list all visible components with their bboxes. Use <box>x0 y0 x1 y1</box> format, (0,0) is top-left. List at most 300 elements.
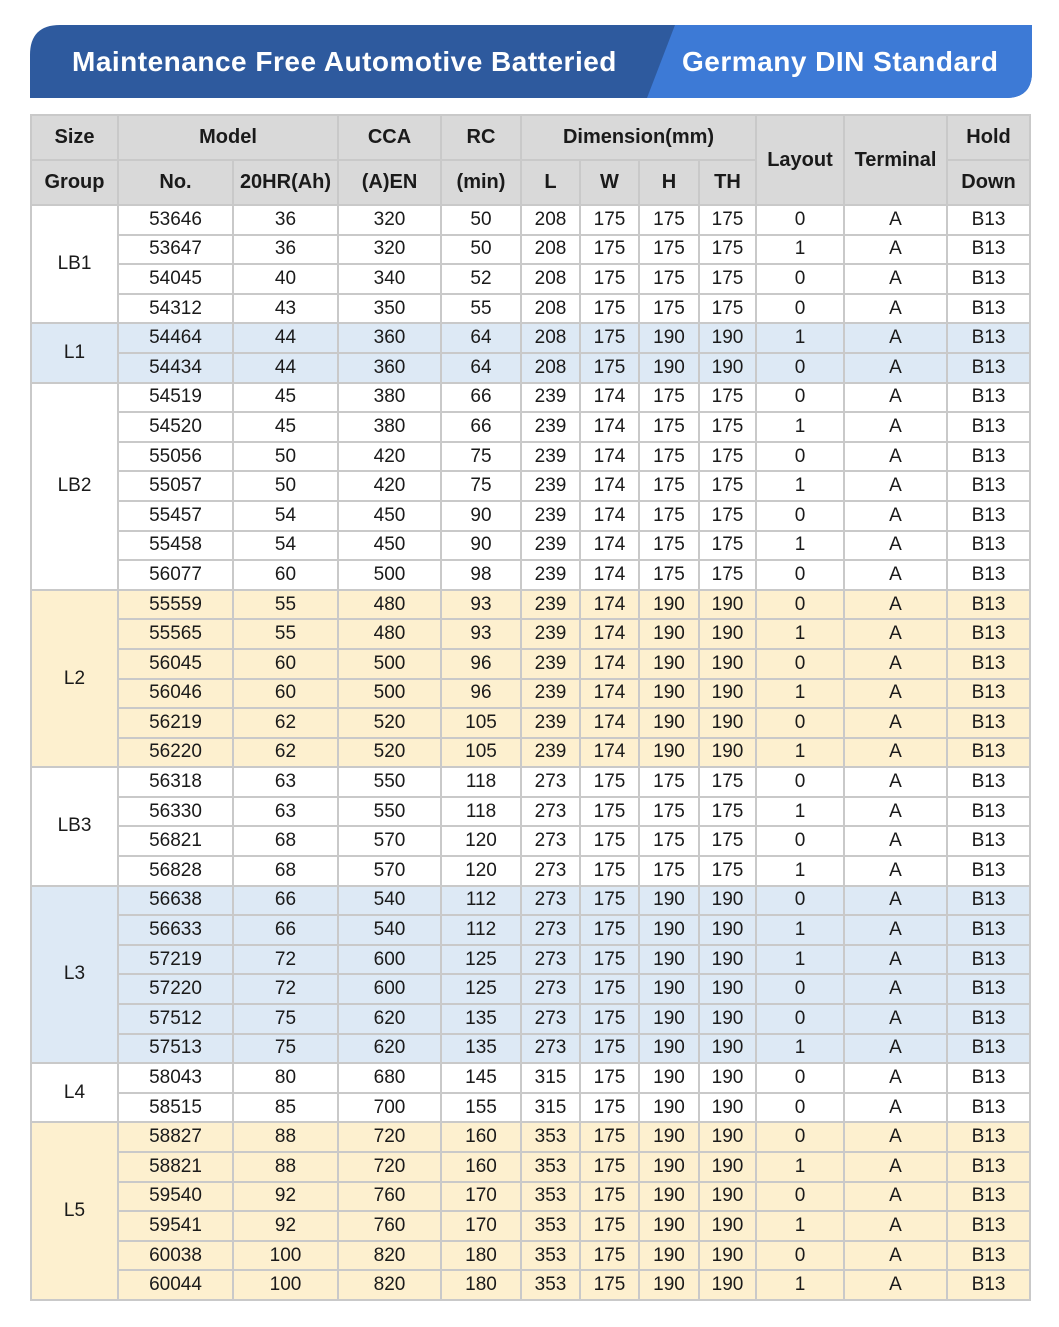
length-cell: 208 <box>521 353 580 383</box>
table-row <box>31 353 1030 383</box>
cca-cell: 600 <box>338 974 441 1004</box>
capacity-cell: 75 <box>233 1004 338 1034</box>
hold-down-cell: B13 <box>947 856 1030 886</box>
rc-cell: 50 <box>441 205 521 235</box>
capacity-cell: 55 <box>233 590 338 620</box>
terminal-cell: A <box>844 797 947 827</box>
total-height-cell: 190 <box>699 1152 756 1182</box>
length-cell: 239 <box>521 501 580 531</box>
table-row <box>31 886 1030 916</box>
table-row <box>31 915 1030 945</box>
banner-right-title: Germany DIN Standard <box>682 46 999 77</box>
hold-down-cell: B13 <box>947 1182 1030 1212</box>
total-height-cell: 190 <box>699 1270 756 1300</box>
layout-cell: 1 <box>756 915 844 945</box>
height-cell: 190 <box>639 679 699 709</box>
width-cell: 174 <box>580 471 639 501</box>
capacity-cell: 44 <box>233 323 338 353</box>
total-height-cell: 190 <box>699 679 756 709</box>
rc-cell: 55 <box>441 294 521 324</box>
terminal-cell: A <box>844 471 947 501</box>
rc-cell: 90 <box>441 531 521 561</box>
capacity-cell: 60 <box>233 560 338 590</box>
terminal-cell: A <box>844 1122 947 1152</box>
rc-cell: 180 <box>441 1241 521 1271</box>
layout-cell: 0 <box>756 560 844 590</box>
capacity-cell: 85 <box>233 1093 338 1123</box>
width-cell: 175 <box>580 1122 639 1152</box>
length-cell: 273 <box>521 1004 580 1034</box>
table-row <box>31 797 1030 827</box>
rc-cell: 52 <box>441 264 521 294</box>
model-no-cell: 56330 <box>118 797 233 827</box>
rc-cell: 96 <box>441 649 521 679</box>
width-cell: 175 <box>580 235 639 265</box>
hold-down-cell: B13 <box>947 264 1030 294</box>
total-height-cell: 190 <box>699 708 756 738</box>
rc-cell: 64 <box>441 353 521 383</box>
height-cell: 175 <box>639 560 699 590</box>
layout-cell: 0 <box>756 383 844 413</box>
model-no-cell: 54434 <box>118 353 233 383</box>
capacity-cell: 68 <box>233 826 338 856</box>
total-height-cell: 175 <box>699 531 756 561</box>
capacity-cell: 66 <box>233 886 338 916</box>
hold-down-cell: B13 <box>947 294 1030 324</box>
capacity-cell: 40 <box>233 264 338 294</box>
terminal-cell: A <box>844 353 947 383</box>
hold-down-cell: B13 <box>947 560 1030 590</box>
cca-cell: 760 <box>338 1182 441 1212</box>
width-cell: 175 <box>580 1152 639 1182</box>
layout-header: Layout <box>756 115 844 205</box>
width-cell: 175 <box>580 886 639 916</box>
width-cell: 174 <box>580 560 639 590</box>
table-row <box>31 560 1030 590</box>
layout-cell: 1 <box>756 235 844 265</box>
cca-cell: 620 <box>338 1034 441 1064</box>
layout-cell: 1 <box>756 531 844 561</box>
rc-cell: 105 <box>441 738 521 768</box>
layout-cell: 0 <box>756 1063 844 1093</box>
hold-down-cell: B13 <box>947 353 1030 383</box>
length-cell: 315 <box>521 1063 580 1093</box>
height-cell: 175 <box>639 442 699 472</box>
length-cell: 239 <box>521 619 580 649</box>
rc-cell: 125 <box>441 945 521 975</box>
width-cell: 174 <box>580 679 639 709</box>
hold-down-cell: B13 <box>947 1241 1030 1271</box>
height-cell: 190 <box>639 353 699 383</box>
cca-cell: 520 <box>338 708 441 738</box>
width-cell: 175 <box>580 205 639 235</box>
capacity-cell: 92 <box>233 1182 338 1212</box>
layout-cell: 0 <box>756 886 844 916</box>
total-height-cell: 190 <box>699 945 756 975</box>
table-row <box>31 1211 1030 1241</box>
layout-cell: 0 <box>756 205 844 235</box>
height-cell: 190 <box>639 974 699 1004</box>
total-height-cell: 190 <box>699 1211 756 1241</box>
layout-cell: 1 <box>756 679 844 709</box>
terminal-cell: A <box>844 1152 947 1182</box>
total-height-cell: 190 <box>699 619 756 649</box>
hold-header: Hold <box>947 115 1030 160</box>
capacity-cell: 72 <box>233 945 338 975</box>
cca-cell: 350 <box>338 294 441 324</box>
table-row <box>31 1063 1030 1093</box>
hold-down-cell: B13 <box>947 1122 1030 1152</box>
size-group-cell: LB2 <box>31 383 118 590</box>
width-cell: 175 <box>580 767 639 797</box>
battery-spec-table <box>30 114 1031 1301</box>
layout-cell: 1 <box>756 1152 844 1182</box>
model-no-cell: 55056 <box>118 442 233 472</box>
width-cell: 175 <box>580 945 639 975</box>
capacity-cell: 75 <box>233 1034 338 1064</box>
rc-cell: 125 <box>441 974 521 1004</box>
layout-cell: 0 <box>756 974 844 1004</box>
table-body <box>31 205 1030 1300</box>
table-row <box>31 856 1030 886</box>
length-cell: 273 <box>521 826 580 856</box>
layout-cell: 1 <box>756 1270 844 1300</box>
width-cell: 174 <box>580 649 639 679</box>
model-no-cell: 55458 <box>118 531 233 561</box>
terminal-cell: A <box>844 442 947 472</box>
length-cell: 353 <box>521 1182 580 1212</box>
capacity-cell: 72 <box>233 974 338 1004</box>
total-height-cell: 190 <box>699 886 756 916</box>
model-no-cell: 54464 <box>118 323 233 353</box>
layout-cell: 0 <box>756 442 844 472</box>
height-cell: 175 <box>639 205 699 235</box>
hold-down-cell: B13 <box>947 383 1030 413</box>
cca-cell: 500 <box>338 560 441 590</box>
layout-cell: 1 <box>756 797 844 827</box>
table-row <box>31 323 1030 353</box>
total-height-cell: 190 <box>699 915 756 945</box>
rc-cell: 170 <box>441 1211 521 1241</box>
height-header: H <box>639 160 699 205</box>
model-no-cell: 58827 <box>118 1122 233 1152</box>
layout-cell: 1 <box>756 945 844 975</box>
length-cell: 239 <box>521 560 580 590</box>
width-cell: 175 <box>580 1182 639 1212</box>
capacity-cell: 50 <box>233 471 338 501</box>
terminal-cell: A <box>844 264 947 294</box>
height-cell: 175 <box>639 856 699 886</box>
total-height-cell: 190 <box>699 1122 756 1152</box>
rc-cell: 66 <box>441 383 521 413</box>
hold-down-cell: B13 <box>947 471 1030 501</box>
total-height-cell: 190 <box>699 1034 756 1064</box>
model-no-cell: 56220 <box>118 738 233 768</box>
table-row <box>31 1004 1030 1034</box>
table-row <box>31 649 1030 679</box>
height-cell: 175 <box>639 471 699 501</box>
terminal-cell: A <box>844 383 947 413</box>
length-cell: 239 <box>521 708 580 738</box>
table-row <box>31 826 1030 856</box>
terminal-cell: A <box>844 1270 947 1300</box>
model-no-cell: 57219 <box>118 945 233 975</box>
hold-down-cell: B13 <box>947 590 1030 620</box>
length-cell: 239 <box>521 738 580 768</box>
rc-cell: 160 <box>441 1152 521 1182</box>
table-row <box>31 679 1030 709</box>
hold-down-cell: B13 <box>947 1211 1030 1241</box>
length-cell: 208 <box>521 294 580 324</box>
layout-cell: 0 <box>756 353 844 383</box>
layout-cell: 0 <box>756 708 844 738</box>
cca-cell: 360 <box>338 323 441 353</box>
model-no-cell: 54520 <box>118 412 233 442</box>
cca-cell: 320 <box>338 235 441 265</box>
capacity-cell: 60 <box>233 649 338 679</box>
cca-cell: 320 <box>338 205 441 235</box>
height-cell: 190 <box>639 1122 699 1152</box>
height-cell: 190 <box>639 915 699 945</box>
width-cell: 175 <box>580 1211 639 1241</box>
terminal-cell: A <box>844 205 947 235</box>
model-no-cell: 56219 <box>118 708 233 738</box>
hold-down-cell: B13 <box>947 412 1030 442</box>
total-height-cell: 190 <box>699 323 756 353</box>
capacity-cell: 66 <box>233 915 338 945</box>
table-row <box>31 205 1030 235</box>
cca-cell: 480 <box>338 590 441 620</box>
cca-cell: 380 <box>338 383 441 413</box>
height-cell: 175 <box>639 412 699 442</box>
total-height-cell: 175 <box>699 501 756 531</box>
terminal-cell: A <box>844 1063 947 1093</box>
length-cell: 353 <box>521 1241 580 1271</box>
width-cell: 175 <box>580 294 639 324</box>
rc-cell: 120 <box>441 856 521 886</box>
total-height-cell: 190 <box>699 1182 756 1212</box>
width-cell: 175 <box>580 797 639 827</box>
hold-down-cell: B13 <box>947 945 1030 975</box>
model-no-cell: 53647 <box>118 235 233 265</box>
width-cell: 174 <box>580 738 639 768</box>
total-height-cell: 190 <box>699 1093 756 1123</box>
rc-cell: 118 <box>441 767 521 797</box>
hold-down-cell: B13 <box>947 915 1030 945</box>
height-cell: 175 <box>639 767 699 797</box>
hold-down-cell: B13 <box>947 738 1030 768</box>
terminal-cell: A <box>844 886 947 916</box>
height-cell: 190 <box>639 1241 699 1271</box>
capacity-cell: 36 <box>233 205 338 235</box>
rc-cell: 64 <box>441 323 521 353</box>
cca-header: CCA <box>338 115 441 160</box>
table-row <box>31 264 1030 294</box>
title-banner <box>30 25 1032 98</box>
length-cell: 208 <box>521 205 580 235</box>
rc-cell: 155 <box>441 1093 521 1123</box>
terminal-cell: A <box>844 1034 947 1064</box>
table-row <box>31 1093 1030 1123</box>
total-height-cell: 175 <box>699 442 756 472</box>
width-cell: 175 <box>580 856 639 886</box>
width-cell: 175 <box>580 915 639 945</box>
table-row <box>31 412 1030 442</box>
size-group-cell: LB3 <box>31 767 118 885</box>
model-no-cell: 57512 <box>118 1004 233 1034</box>
hold-down-cell: B13 <box>947 531 1030 561</box>
terminal-cell: A <box>844 679 947 709</box>
width-cell: 175 <box>580 1063 639 1093</box>
height-cell: 175 <box>639 531 699 561</box>
terminal-cell: A <box>844 619 947 649</box>
length-cell: 239 <box>521 442 580 472</box>
cca-cell: 360 <box>338 353 441 383</box>
model-no-cell: 57220 <box>118 974 233 1004</box>
terminal-cell: A <box>844 1211 947 1241</box>
hold-down-cell: B13 <box>947 235 1030 265</box>
model-no-cell: 56077 <box>118 560 233 590</box>
cca-cell: 540 <box>338 915 441 945</box>
total-height-cell: 175 <box>699 294 756 324</box>
width-header: W <box>580 160 639 205</box>
layout-cell: 1 <box>756 1034 844 1064</box>
total-height-cell: 190 <box>699 974 756 1004</box>
cca-cell: 720 <box>338 1152 441 1182</box>
rc-cell: 135 <box>441 1034 521 1064</box>
length-cell: 208 <box>521 235 580 265</box>
rc-cell: 75 <box>441 442 521 472</box>
cca-cell: 500 <box>338 649 441 679</box>
length-cell: 353 <box>521 1122 580 1152</box>
table-row <box>31 531 1030 561</box>
height-cell: 190 <box>639 1211 699 1241</box>
length-cell: 273 <box>521 856 580 886</box>
model-no-cell: 53646 <box>118 205 233 235</box>
terminal-header: Terminal <box>844 115 947 205</box>
length-cell: 239 <box>521 679 580 709</box>
height-cell: 175 <box>639 294 699 324</box>
layout-cell: 0 <box>756 501 844 531</box>
capacity-cell: 45 <box>233 383 338 413</box>
total-height-cell: 175 <box>699 560 756 590</box>
hold-down-cell: B13 <box>947 767 1030 797</box>
size-group-cell: L3 <box>31 886 118 1064</box>
capacity-cell: 68 <box>233 856 338 886</box>
model-header: Model <box>118 115 338 160</box>
terminal-cell: A <box>844 856 947 886</box>
layout-cell: 0 <box>756 1004 844 1034</box>
capacity-cell: 63 <box>233 797 338 827</box>
length-cell: 273 <box>521 797 580 827</box>
hold-down-cell: B13 <box>947 679 1030 709</box>
length-cell: 239 <box>521 531 580 561</box>
rc-cell: 98 <box>441 560 521 590</box>
rc-cell: 90 <box>441 501 521 531</box>
cca-cell: 620 <box>338 1004 441 1034</box>
width-cell: 174 <box>580 619 639 649</box>
terminal-cell: A <box>844 1241 947 1271</box>
rc-cell: 93 <box>441 619 521 649</box>
cca-cell: 450 <box>338 531 441 561</box>
total-height-cell: 175 <box>699 471 756 501</box>
terminal-cell: A <box>844 531 947 561</box>
hold-down-cell: B13 <box>947 826 1030 856</box>
rc-cell: 96 <box>441 679 521 709</box>
terminal-cell: A <box>844 412 947 442</box>
hold-down-cell: B13 <box>947 501 1030 531</box>
table-row <box>31 974 1030 1004</box>
height-cell: 190 <box>639 619 699 649</box>
hold-down-cell: B13 <box>947 619 1030 649</box>
cca-cell: 820 <box>338 1241 441 1271</box>
table-row <box>31 590 1030 620</box>
model-no-cell: 58821 <box>118 1152 233 1182</box>
cca-cell: 540 <box>338 886 441 916</box>
banner-left-title: Maintenance Free Automotive Batteried <box>72 46 617 77</box>
height-cell: 190 <box>639 1270 699 1300</box>
width-cell: 175 <box>580 1093 639 1123</box>
layout-cell: 1 <box>756 323 844 353</box>
capacity-cell: 54 <box>233 531 338 561</box>
width-cell: 174 <box>580 501 639 531</box>
terminal-cell: A <box>844 708 947 738</box>
length-cell: 353 <box>521 1152 580 1182</box>
length-cell: 353 <box>521 1270 580 1300</box>
capacity-cell: 88 <box>233 1122 338 1152</box>
cca-cell: 700 <box>338 1093 441 1123</box>
capacity-cell: 100 <box>233 1270 338 1300</box>
layout-cell: 0 <box>756 649 844 679</box>
layout-cell: 0 <box>756 1241 844 1271</box>
layout-cell: 0 <box>756 590 844 620</box>
model-no-cell: 57513 <box>118 1034 233 1064</box>
width-cell: 175 <box>580 1004 639 1034</box>
height-cell: 190 <box>639 1182 699 1212</box>
table-row <box>31 442 1030 472</box>
total-height-cell: 175 <box>699 383 756 413</box>
cca-cell: 760 <box>338 1211 441 1241</box>
hold-down-cell: B13 <box>947 1270 1030 1300</box>
rc-header: RC <box>441 115 521 160</box>
rc-cell: 112 <box>441 886 521 916</box>
hold-down-cell: B13 <box>947 1063 1030 1093</box>
capacity-cell: 44 <box>233 353 338 383</box>
hold-down-cell: B13 <box>947 1093 1030 1123</box>
terminal-cell: A <box>844 1093 947 1123</box>
total-height-cell: 190 <box>699 590 756 620</box>
table-row <box>31 945 1030 975</box>
table-row <box>31 708 1030 738</box>
hold-down-cell: B13 <box>947 1152 1030 1182</box>
capacity-cell: 60 <box>233 679 338 709</box>
cca-cell: 500 <box>338 679 441 709</box>
table-row <box>31 383 1030 413</box>
height-cell: 175 <box>639 797 699 827</box>
size-group-cell: L1 <box>31 323 118 382</box>
length-cell: 273 <box>521 1034 580 1064</box>
cca-cell: 720 <box>338 1122 441 1152</box>
width-cell: 174 <box>580 590 639 620</box>
terminal-cell: A <box>844 323 947 353</box>
layout-cell: 0 <box>756 826 844 856</box>
rc-cell: 66 <box>441 412 521 442</box>
total-height-cell: 175 <box>699 797 756 827</box>
model-no-cell: 56821 <box>118 826 233 856</box>
table-row <box>31 1241 1030 1271</box>
width-cell: 174 <box>580 442 639 472</box>
model-no-cell: 56633 <box>118 915 233 945</box>
